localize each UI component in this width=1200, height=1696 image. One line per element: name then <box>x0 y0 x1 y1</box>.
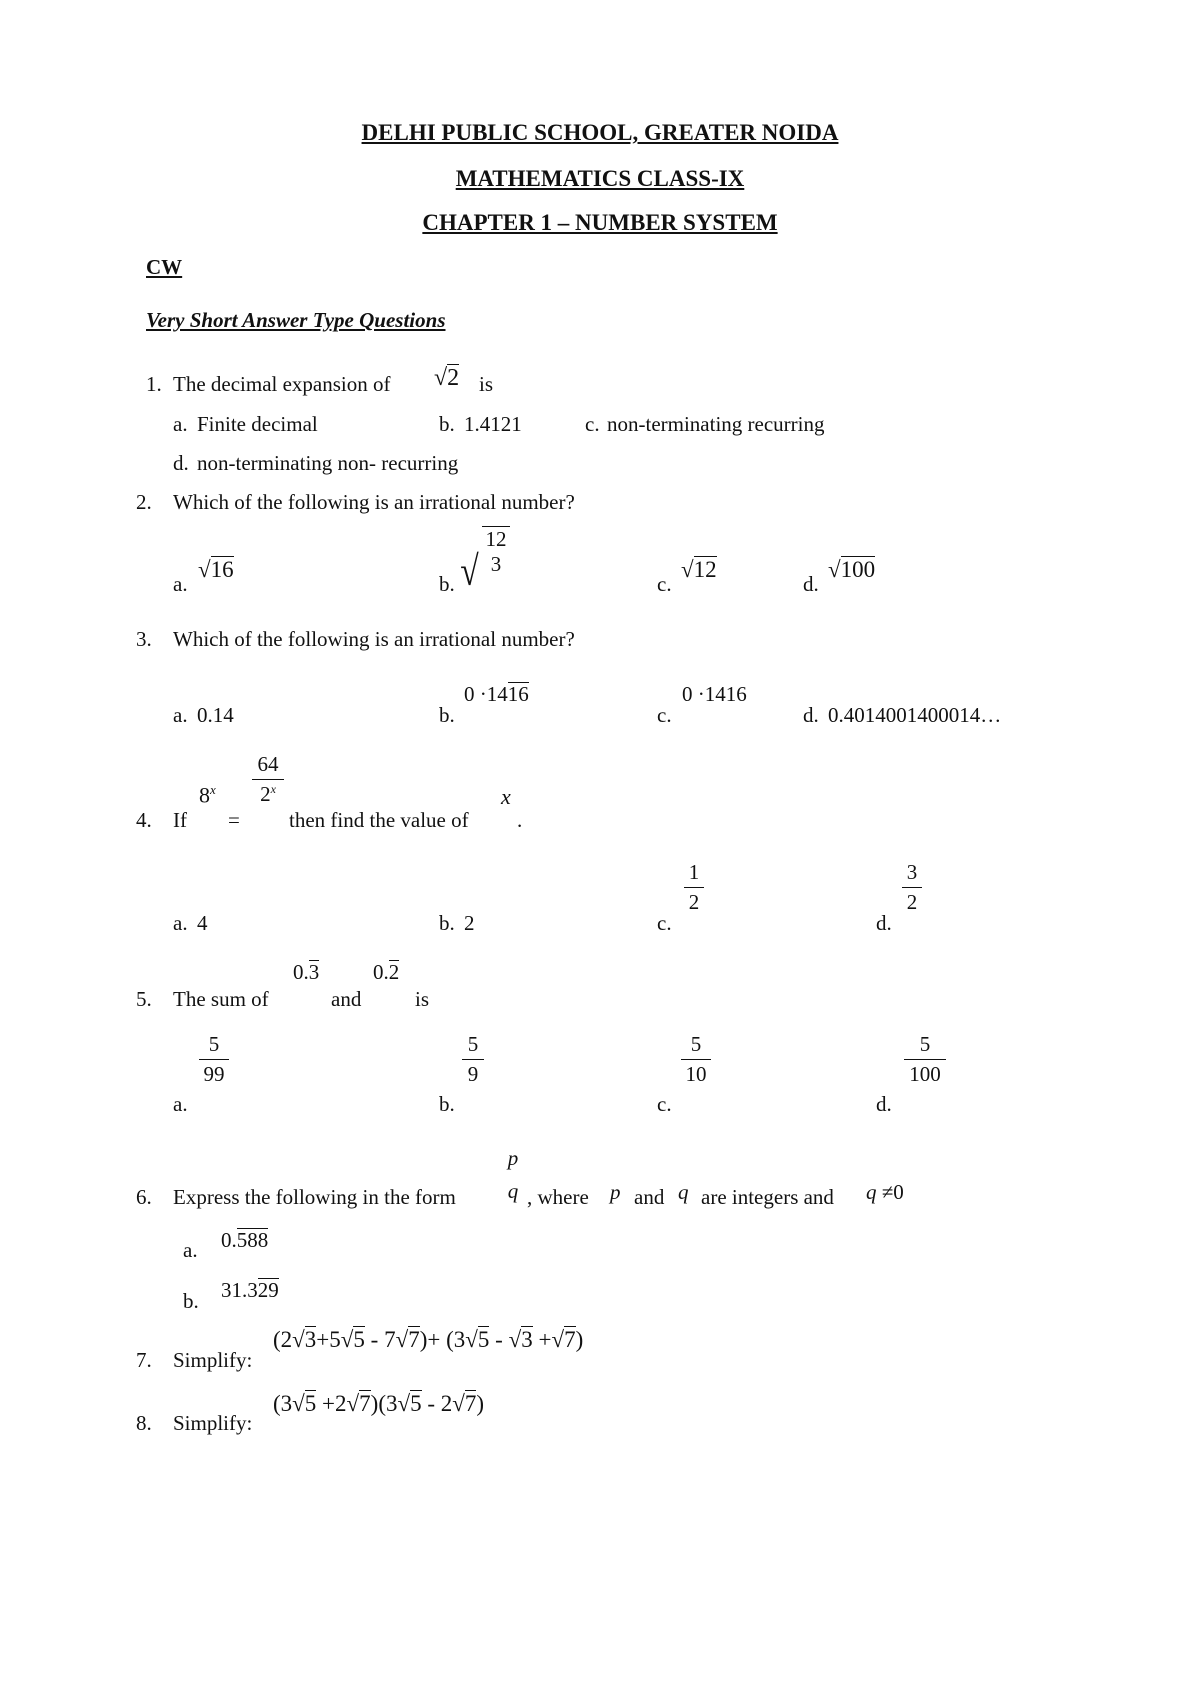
school-title: DELHI PUBLIC SCHOOL, GREATER NOIDA <box>361 120 839 145</box>
question-number: 1. <box>146 372 162 396</box>
base: 2 <box>260 782 271 806</box>
section-label: CW <box>146 255 183 279</box>
expr-part: (3 <box>273 1391 293 1416</box>
question-text: The sum of <box>173 987 269 1011</box>
sqrt-expression: √100 <box>828 557 876 582</box>
option-label: d. <box>876 1092 892 1116</box>
fraction-bar <box>902 887 922 888</box>
option-label: b. <box>439 412 455 436</box>
q-not-zero <box>866 1180 904 1205</box>
question-text: The decimal expansion of <box>173 372 391 396</box>
part-label: a. <box>183 1238 198 1262</box>
p-over-q <box>505 1146 521 1204</box>
exponent: x <box>210 782 216 797</box>
expr-part: ) <box>575 1327 584 1352</box>
period: . <box>517 808 523 832</box>
sqrt-fraction <box>482 526 510 577</box>
recurring-decimal <box>373 960 399 985</box>
recurring-digits: 2 <box>388 960 400 984</box>
fraction-bar <box>199 1059 229 1060</box>
variable-p: p <box>610 1180 621 1204</box>
expr-part: (3 <box>446 1327 466 1352</box>
radicand: 5 <box>477 1327 490 1352</box>
decimal-base: 0. <box>221 1228 237 1252</box>
expr-part: - 7 <box>370 1327 396 1352</box>
expr-part: ) <box>370 1391 379 1416</box>
decimal-base: 31.3 <box>221 1278 258 1302</box>
decimal-base: 0. <box>373 960 389 984</box>
radicand: 7 <box>464 1391 477 1416</box>
question-number: 5. <box>136 987 152 1011</box>
denominator: 10 <box>685 1062 707 1086</box>
option-text: non-terminating non- recurring <box>197 451 459 475</box>
denominator: 2 <box>906 890 918 914</box>
expr-part: - <box>495 1327 503 1352</box>
option-label: a. <box>173 703 188 727</box>
question-number: 6. <box>136 1185 152 1209</box>
fraction-bar <box>252 779 284 780</box>
decimal-base: 0 ·14 <box>464 682 508 706</box>
radicand: 5 <box>304 1391 317 1416</box>
subject-title: MATHEMATICS CLASS-IX <box>455 166 745 191</box>
sqrt-expression: √2 <box>434 365 460 391</box>
denominator: 99 <box>203 1062 225 1086</box>
subsection-label: Very Short Answer Type Questions <box>146 308 446 332</box>
option-label: a. <box>173 911 188 935</box>
option-label: b. <box>439 703 455 727</box>
variable-q: q <box>678 1180 689 1204</box>
fraction-bar <box>681 1059 711 1060</box>
expr-part: ) <box>476 1391 485 1416</box>
fraction-bar <box>684 887 704 888</box>
radicand: 7 <box>408 1327 420 1352</box>
option-fraction <box>902 860 922 915</box>
denominator: 9 <box>467 1062 479 1086</box>
option-label: c. <box>657 703 672 727</box>
option-label: d. <box>876 911 892 935</box>
option-fraction <box>684 860 704 915</box>
recurring-decimal <box>293 960 319 985</box>
radicand: 5 <box>353 1327 365 1352</box>
recurring-digits: 588 <box>236 1228 269 1252</box>
numerator: 64 <box>257 752 279 776</box>
fraction-bar <box>904 1059 946 1060</box>
decimal-value: 0 ·1416 <box>682 682 747 706</box>
fraction-bar <box>462 1059 484 1060</box>
base: 8 <box>199 782 210 808</box>
not-equal-zero: ≠0 <box>881 1180 904 1204</box>
numerator: p <box>507 1146 519 1170</box>
option-text: non-terminating recurring <box>607 412 825 436</box>
option-label: d. <box>803 703 819 727</box>
denominator: q <box>507 1179 519 1203</box>
expr-part: (3 <box>378 1391 398 1416</box>
option-text: 0.4014001400014… <box>828 703 1002 727</box>
option-label: c. <box>657 572 672 596</box>
question-number: 7. <box>136 1348 152 1372</box>
sqrt-sign: √ <box>460 549 479 595</box>
numerator: 3 <box>906 860 918 884</box>
recurring-decimal <box>464 682 529 707</box>
radicand: 2 <box>447 365 460 391</box>
option-text: 4 <box>197 911 208 935</box>
numerator: 1 <box>688 860 700 884</box>
denominator: 100 <box>909 1062 941 1086</box>
option-fraction <box>199 1032 229 1087</box>
option-text: 1.4121 <box>464 412 522 436</box>
option-label: d. <box>803 572 819 596</box>
expr-part: +2 <box>322 1391 347 1416</box>
and-text: and <box>331 987 362 1011</box>
option-label: c. <box>657 1092 672 1116</box>
question-text: , where <box>527 1185 589 1209</box>
option-label: b. <box>439 1092 455 1116</box>
sqrt-expression: √16 <box>198 557 234 582</box>
question-number: 3. <box>136 627 152 651</box>
numerator: 5 <box>919 1032 931 1056</box>
denominator: 3 <box>490 552 502 576</box>
lhs-power <box>199 782 216 808</box>
question-text: Which of the following is an irrational number? <box>173 627 575 651</box>
option-label: a. <box>173 1092 188 1116</box>
option-text: 2 <box>464 911 475 935</box>
question-text: Simplify: <box>173 1348 253 1372</box>
option-label: c. <box>585 412 600 436</box>
numerator: 5 <box>690 1032 702 1056</box>
recurring-decimal <box>221 1228 268 1253</box>
radicand: 3 <box>304 1327 317 1352</box>
option-fraction <box>681 1032 711 1087</box>
simplify-expression: (2√3+5√5 - 7√7)+ (3√5 - √3 +√7) <box>273 1327 584 1352</box>
expr-part: (2 <box>273 1327 293 1352</box>
decimal-base: 0. <box>293 960 309 984</box>
equals-sign: = <box>228 808 240 832</box>
option-label: d. <box>173 451 189 475</box>
question-if: If <box>173 808 187 832</box>
numerator: 5 <box>208 1032 220 1056</box>
question-text-after: then find the value of <box>289 808 469 832</box>
radicand: 12 <box>693 557 717 582</box>
recurring-decimal <box>221 1278 279 1303</box>
expr-part: +5 <box>316 1327 341 1352</box>
question-number: 2. <box>136 490 152 514</box>
question-text: Simplify: <box>173 1411 253 1435</box>
question-text: Express the following in the form <box>173 1185 456 1209</box>
simplify-expression: (3√5 +2√7)(3√5 - 2√7) <box>273 1391 485 1416</box>
expr-part: ) <box>419 1327 428 1352</box>
variable-q: q <box>866 1180 877 1204</box>
recurring-digits: 16 <box>507 682 529 706</box>
radicand: 5 <box>410 1391 422 1416</box>
radicand: 7 <box>564 1327 576 1352</box>
expr-part: + <box>427 1327 441 1352</box>
option-text: Finite decimal <box>197 412 318 436</box>
radicand: 16 <box>210 557 234 582</box>
option-text: 0.14 <box>197 703 234 727</box>
option-label: b. <box>439 572 455 596</box>
numerator: 5 <box>467 1032 479 1056</box>
rhs-fraction <box>252 752 284 807</box>
question-number: 8. <box>136 1411 152 1435</box>
option-label: b. <box>439 911 455 935</box>
question-text-after: is <box>479 372 494 396</box>
question-text-after: is <box>415 987 430 1011</box>
variable: x <box>501 784 511 809</box>
option-label: c. <box>657 911 672 935</box>
option-fraction <box>904 1032 946 1087</box>
option-fraction <box>462 1032 484 1087</box>
radicand: 3 <box>521 1327 533 1352</box>
radicand: 100 <box>840 557 876 582</box>
sqrt-expression: √12 <box>681 557 717 582</box>
option-label: a. <box>173 572 188 596</box>
recurring-digits: 3 <box>308 960 320 984</box>
option-label: a. <box>173 412 188 436</box>
exponent: x <box>270 782 276 796</box>
numerator: 12 <box>482 526 510 552</box>
part-label: b. <box>183 1289 199 1313</box>
expr-part: + <box>538 1327 552 1352</box>
question-text: are integers and <box>701 1185 834 1209</box>
question-text: Which of the following is an irrational number? <box>173 490 575 514</box>
recurring-digits: 29 <box>257 1278 279 1302</box>
and-text: and <box>634 1185 665 1209</box>
denominator <box>252 782 284 807</box>
expr-part: - 2 <box>427 1391 453 1416</box>
denominator: 2 <box>688 890 700 914</box>
question-number: 4. <box>136 808 152 832</box>
radicand: 7 <box>359 1391 371 1416</box>
chapter-title: CHAPTER 1 – NUMBER SYSTEM <box>422 210 778 235</box>
